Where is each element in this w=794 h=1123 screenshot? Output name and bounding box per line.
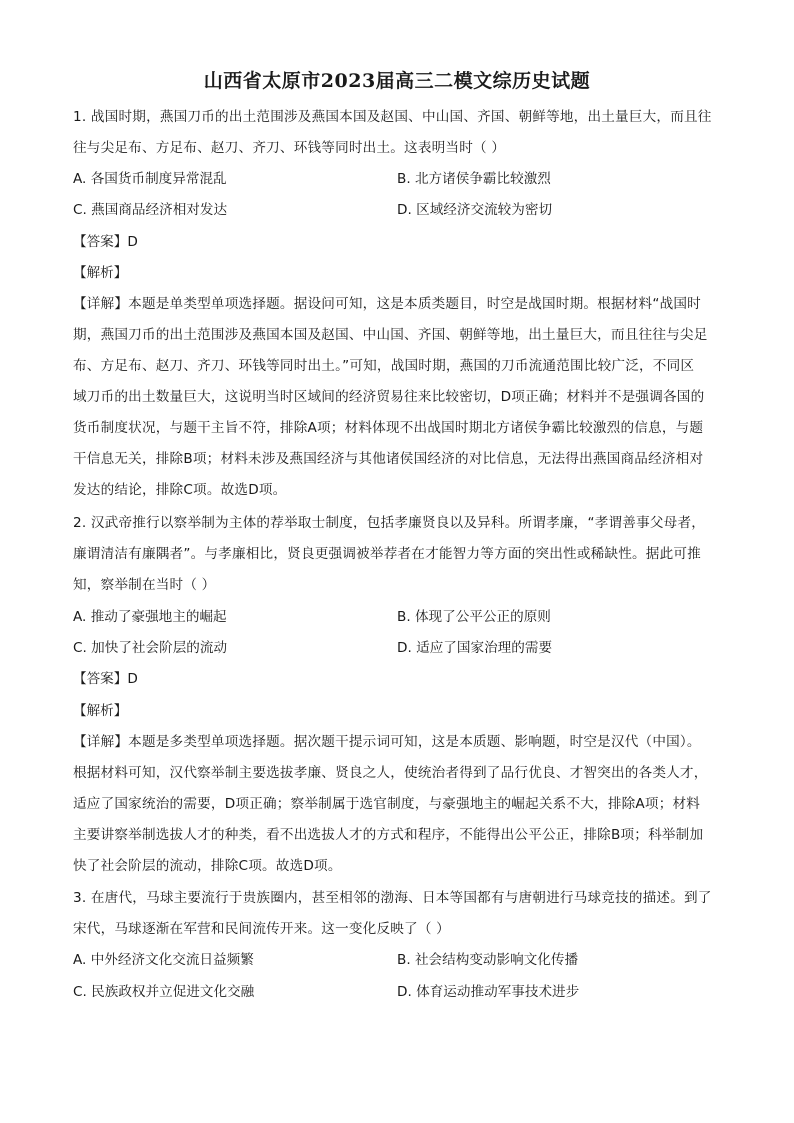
q1-option-c: C. 燕国商品经济相对发达 bbox=[73, 202, 228, 218]
q2-detail-line-4: 主要讲察举制选拔人才的种类，看不出选拔人才的方式和程序，不能得出公平公正，排除B项；科举制加 bbox=[73, 827, 704, 843]
q1-option-a: A. 各国货币制度异常混乱 bbox=[73, 171, 227, 187]
q3-stem-line-1: 3. 在唐代，马球主要流行于贵族圈内，甚至相邻的渤海、日本等国都有与唐朝进行马球竞技的描述。到了 bbox=[73, 890, 712, 906]
q3-option-d: D. 体育运动推动军事技术进步 bbox=[397, 984, 580, 1000]
q1-detail-line-5: 货币制度状况，与题干主旨不符，排除A项；材料体现不出战国时期北方诸侯争霸比较激烈的信息，与题 bbox=[73, 420, 704, 436]
q2-option-b: B. 体现了公平公正的原则 bbox=[397, 609, 551, 625]
q2-option-c: C. 加快了社会阶层的流动 bbox=[73, 640, 228, 656]
q1-detail-line-1: 【详解】本题是单类型单项选择题。据设问可知，这是本质类题目，时空是战国时期。根据材料“战国时 bbox=[73, 296, 701, 312]
q1-option-b: B. 北方诸侯争霸比较激烈 bbox=[397, 171, 551, 187]
q1-analysis-label: 【解析】 bbox=[73, 265, 128, 281]
q2-detail-line-3: 适应了国家统治的需要，D项正确；察举制属于选官制度，与豪强地主的崛起关系不大，排除A项；材料 bbox=[73, 796, 701, 812]
q3-option-c: C. 民族政权并立促进文化交融 bbox=[73, 984, 255, 1000]
q2-answer: 【答案】D bbox=[73, 671, 138, 687]
q1-detail-line-6: 干信息无关，排除B项；材料未涉及燕国经济与其他诸侯国经济的对比信息，无法得出燕国商品经济相对 bbox=[73, 451, 704, 467]
q1-stem-line-1: 1. 战国时期，燕国刀币的出土范围涉及燕国本国及赵国、中山国、齐国、朝鲜等地，出土量巨大，而且往 bbox=[73, 109, 712, 125]
q1-option-d: D. 区域经济交流较为密切 bbox=[397, 202, 553, 218]
q1-answer: 【答案】D bbox=[73, 234, 138, 250]
q3-stem-line-2: 宋代，马球逐渐在军营和民间流传开来。这一变化反映了（ ） bbox=[73, 921, 450, 937]
q1-detail-line-4: 域刀币的出土数量巨大，这说明当时区域间的经济贸易往来比较密切，D项正确；材料并不是强调各国的 bbox=[73, 389, 705, 405]
q1-stem-line-2: 往与尖足布、方足布、赵刀、齐刀、环钱等同时出土。这表明当时（ ） bbox=[73, 140, 506, 156]
q2-detail-line-2: 根据材料可知，汉代察举制主要选拔孝廉、贤良之人，使统治者得到了品行优良、才智突出的各类人才， bbox=[73, 765, 708, 781]
q2-option-a: A. 推动了豪强地主的崛起 bbox=[73, 609, 227, 625]
q2-stem-line-3: 知，察举制在当时（ ） bbox=[73, 577, 216, 593]
q2-analysis-label: 【解析】 bbox=[73, 703, 128, 719]
q2-option-d: D. 适应了国家治理的需要 bbox=[397, 640, 553, 656]
q2-stem-line-2: 廉谓清洁有廉隅者”。与孝廉相比，贤良更强调被举荐者在才能智力等方面的突出性或稀缺性。据此可推 bbox=[73, 546, 701, 562]
q3-option-a: A. 中外经济文化交流日益频繁 bbox=[73, 952, 254, 968]
q1-detail-line-2: 期，燕国刀币的出土范围涉及燕国本国及赵国、中山国、齐国、朝鲜等地，出土量巨大，而且往往与尖足 bbox=[73, 327, 708, 343]
q2-detail-line-5: 快了社会阶层的流动，排除C项。故选D项。 bbox=[73, 858, 342, 874]
q3-option-b: B. 社会结构变动影响文化传播 bbox=[397, 952, 579, 968]
q1-detail-line-7: 发达的结论，排除C项。故选D项。 bbox=[73, 482, 287, 498]
page-title: 山西省太原市2023届高三二模文综历史试题 bbox=[203, 70, 591, 92]
q2-stem-line-1: 2. 汉武帝推行以察举制为主体的荐举取士制度，包括孝廉贤良以及异科。所谓孝廉，“孝谓善事父母者， bbox=[73, 515, 706, 531]
q1-detail-line-3: 布、方足布、赵刀、齐刀、环钱等同时出土。”可知，战国时期，燕国的刀币流通范围比较广泛，不同区 bbox=[73, 358, 695, 374]
q2-detail-line-1: 【详解】本题是多类型单项选择题。据次题干提示词可知，这是本质题、影响题，时空是汉代（中国）。 bbox=[73, 734, 701, 750]
